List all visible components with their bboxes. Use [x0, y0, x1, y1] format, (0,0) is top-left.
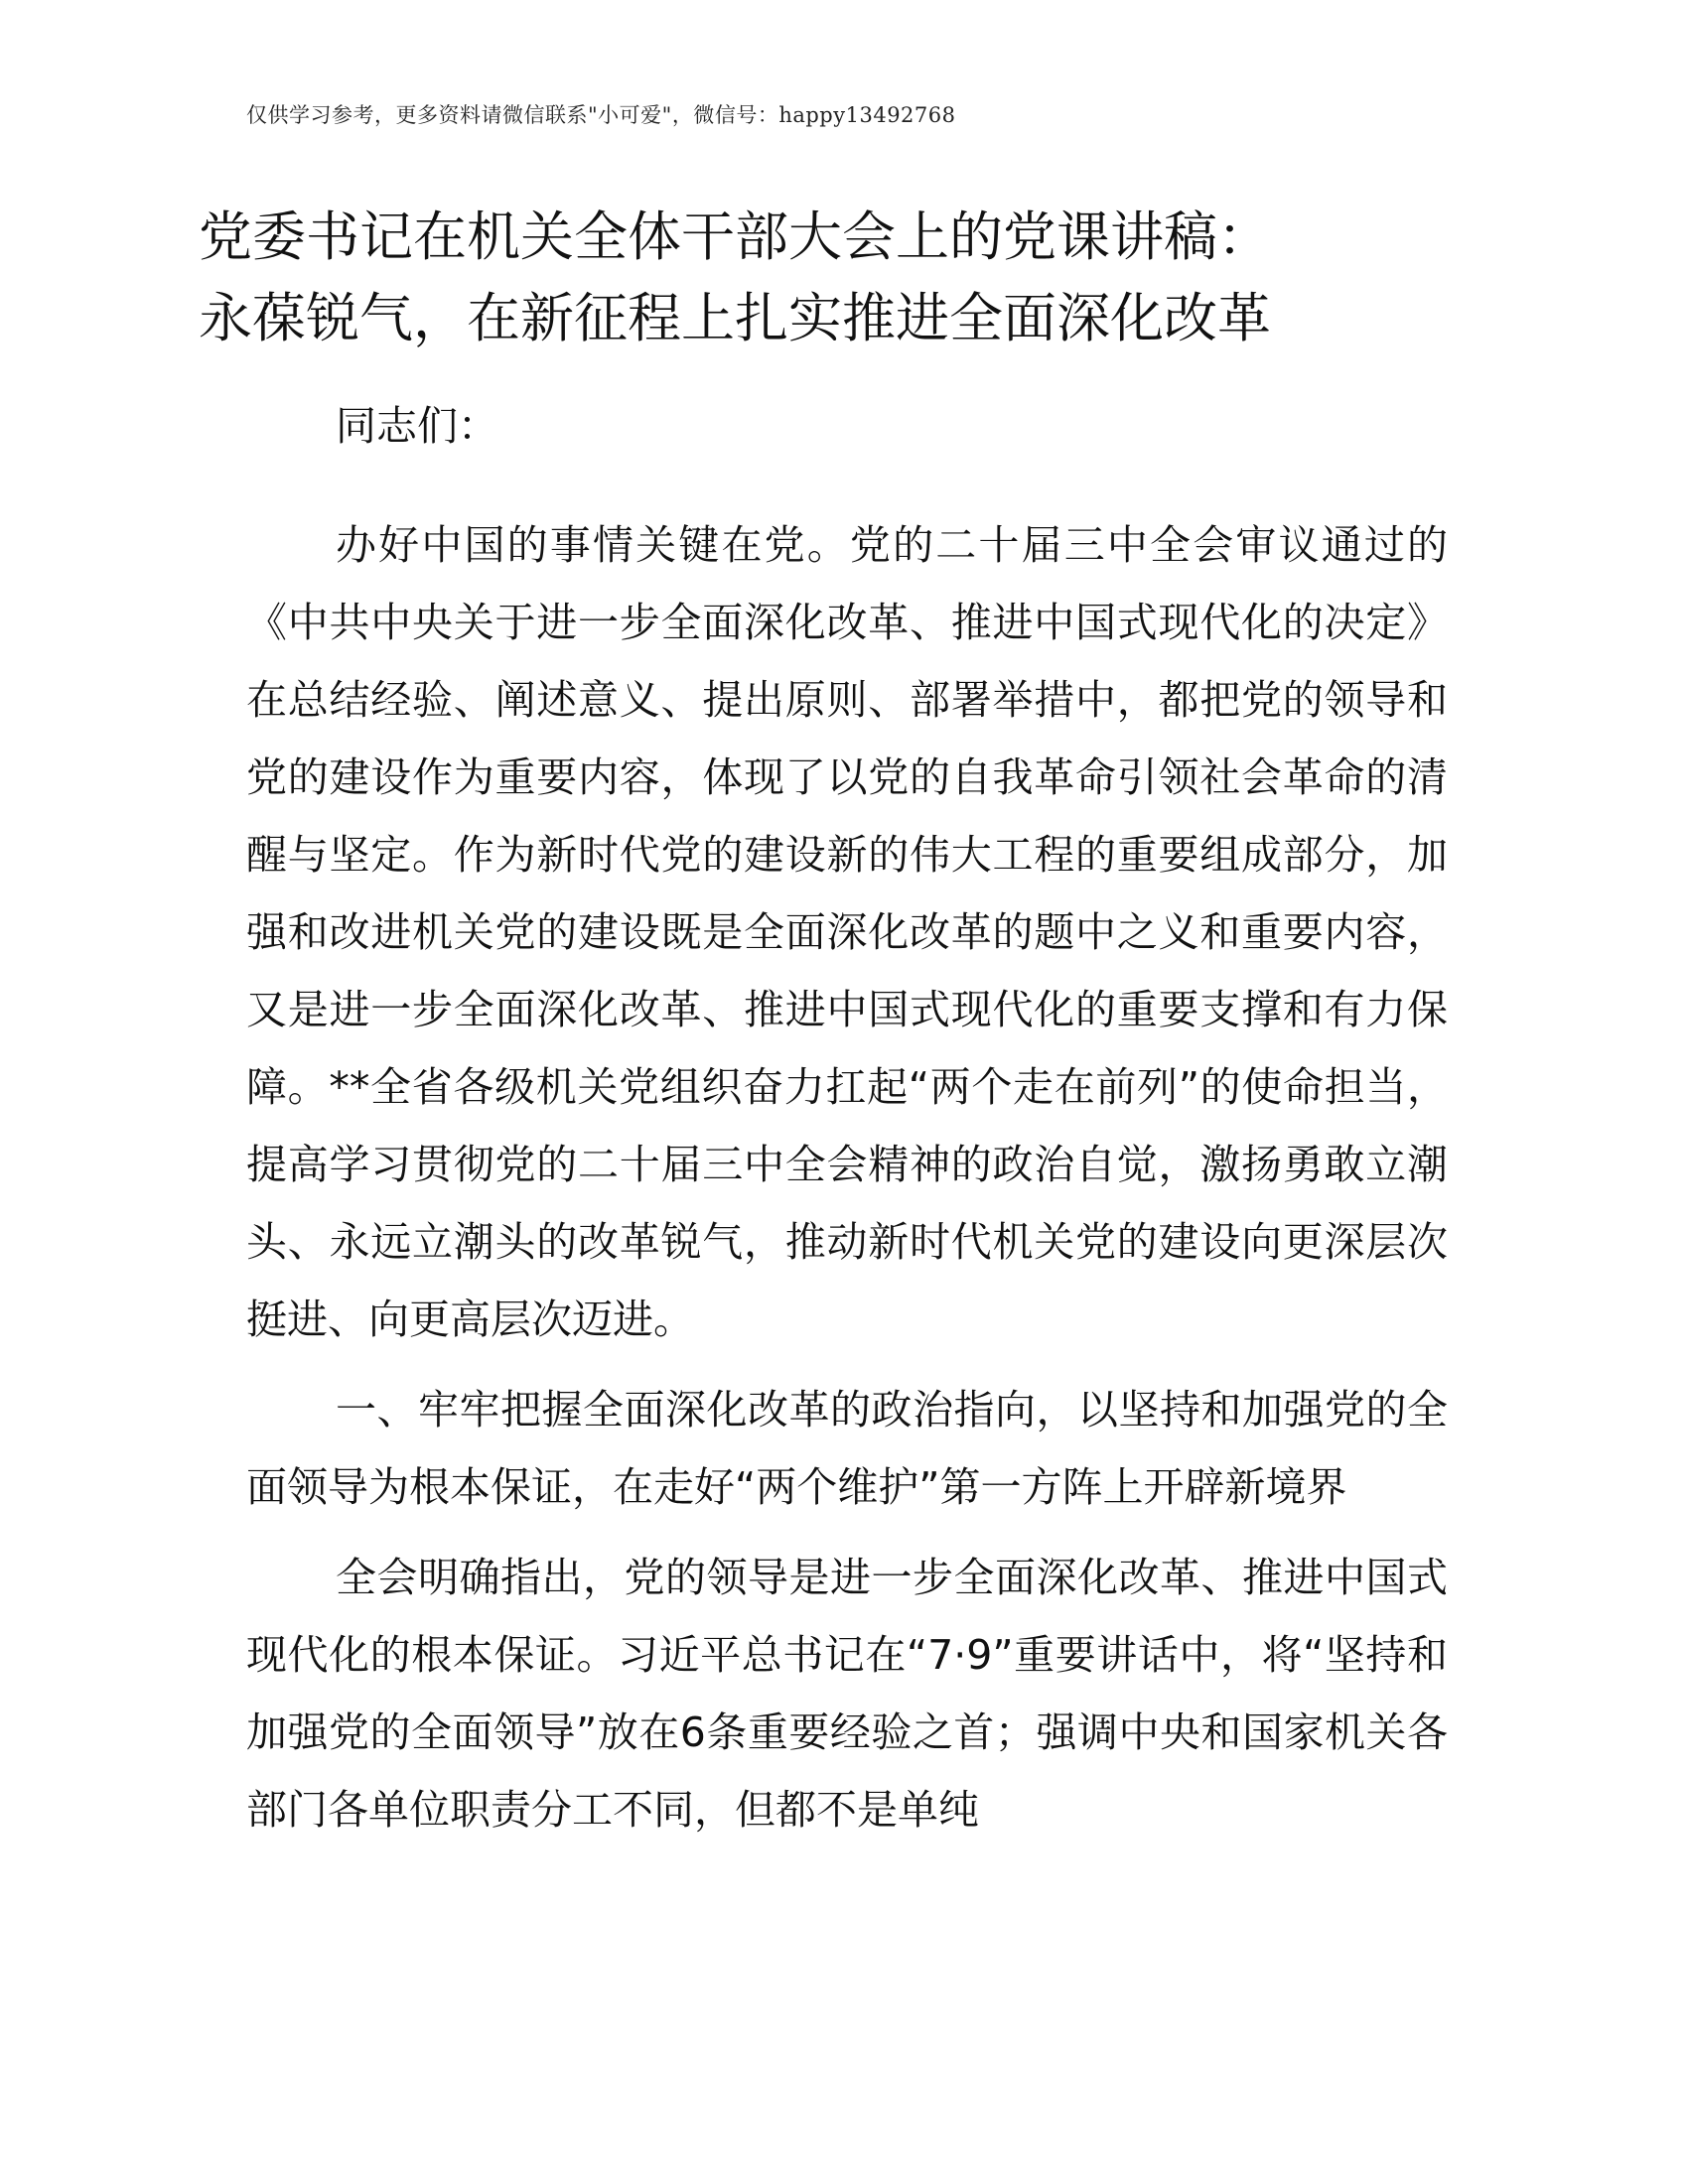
paragraph-intro: 办好中国的事情关键在党。党的二十届三中全会审议通过的《中共中央关于进一步全面深化改革、推进中国式现代化的决定》在总结经验、阐述意义、提出原则、部署举措中，都把党的领导和党的建设作为重要内容，体现了以党的自我革命引领社会革命的清醒与坚定。作为新时代党的建设新的伟大工程的重要组成部分，加强和改进机关党的建设既是全面深化改革的题中之义和重要内容，又是进一步全面深化改革、推进中国式现代化的重要支撑和有力保障。**全省各级机关党组织奋力扛起“两个走在前列”的使命担当，提高学习贯彻党的二十届三中全会精神的政治自觉，激扬勇敢立潮头、永远立潮头的改革锐气，推动新时代机关党的建设向更深层次挺进、向更高层次迈进。: [246, 521, 1448, 1343]
title-line-1: 党委书记在机关全体干部大会上的党课讲稿：: [199, 205, 1271, 268]
header-note: 仅供学习参考，更多资料请微信联系"小可爱"，微信号：happy13492768: [246, 103, 956, 127]
greeting: 同志们：: [336, 402, 498, 450]
document-body: [246, 387, 1448, 1861]
paragraph-section-1: 全会明确指出，党的领导是进一步全面深化改革、推进中国式现代化的根本保证。习近平总书记在“7·9”重要讲话中，将“坚持和加强党的全面领导”放在6条重要经验之首；强调中央和国家机关各部门各单位职责分工不同，但都不是单纯: [246, 1554, 1448, 1834]
section-heading-1: 一、牢牢把握全面深化改革的政治指向，以坚持和加强党的全面领导为根本保证，在走好“两个维护”第一方阵上开辟新境界: [246, 1386, 1448, 1511]
title-line-2: 永葆锐气，在新征程上扎实推进全面深化改革: [199, 287, 1271, 349]
document-title: [199, 197, 1489, 359]
